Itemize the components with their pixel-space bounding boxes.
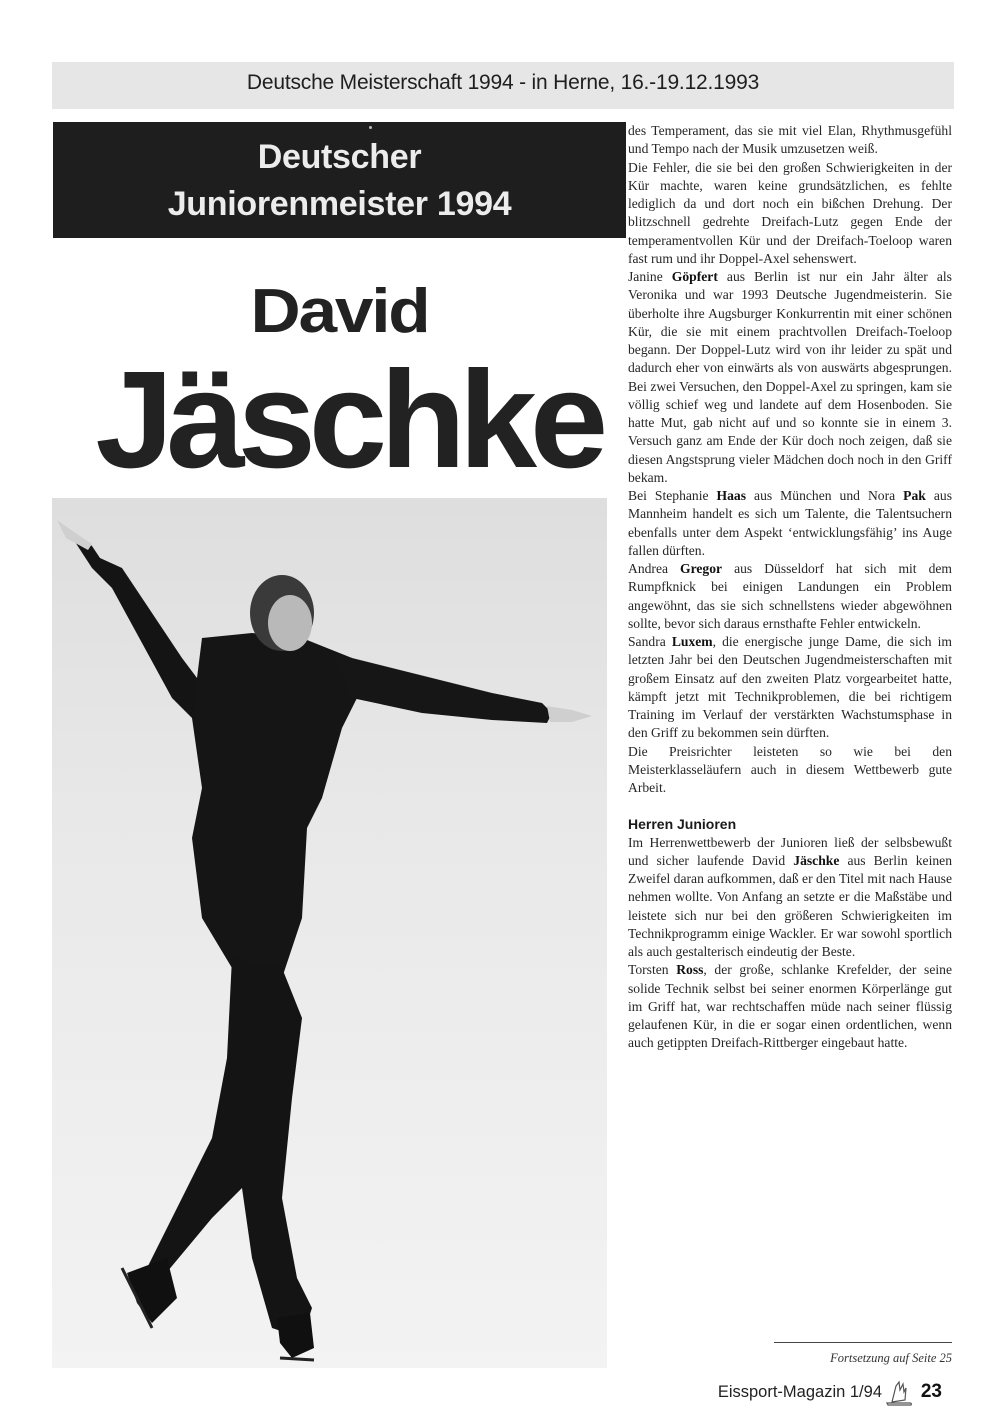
article-paragraph: Bei Stephanie Haas aus München und Nora Pak aus Mannheim handelt es sich um Talente, die Talentsuchern ebenfalls unter dem Aspekt ‘entwicklungsfähig’ ins Auge fallen dürften. bbox=[628, 488, 952, 558]
article-paragraph: des Temperament, das sie mit viel Elan, Rhythmusgefühl und Tempo nach der Musik umzusetzen weiß. bbox=[628, 123, 952, 157]
athlete-first-name: David bbox=[250, 277, 429, 346]
section-subheading: Herren Junioren bbox=[628, 816, 737, 833]
skater-name: Gregor bbox=[680, 561, 723, 576]
skater-name: Haas bbox=[716, 488, 747, 503]
article-paragraph: Im Herrenwettbewerb der Junioren ließ der selbsbewußt und sicher laufende David Jäschke aus Berlin keinen Zweifel daran aufkommen, daß er den Titel mit nach Hause nehmen wollte. Von Anfang an setzte er die Maßstäbe und leistete sich nur bei den größeren Schwierigkeiten im Technikprogramm einige Wackler. Er war sowohl sportlich als auch gestalterisch eindeutig der Beste. bbox=[628, 834, 952, 959]
skater-name: Göpfert bbox=[671, 269, 718, 284]
article-paragraph: Torsten Ross, der große, schlanke Krefelder, der seine solide Technik selbst bei seiner enormen Körperlänge gut im Griff hat, war rechtschaffen müde nach seiner flüssig gelaufenen Kür, in die er sogar einen ordentlichen, wenn auch getippten Dreifach-Rittberger eingebaut hatte. bbox=[628, 962, 952, 1051]
title-line-2: Juniorenmeister 1994 bbox=[167, 185, 512, 223]
continued-note[interactable]: Fortsetzung auf Seite 25 bbox=[830, 1351, 952, 1365]
event-header: Deutsche Meisterschaft 1994 - in Herne, 16.-19.12.1993 bbox=[246, 71, 760, 94]
article-paragraph: Janine Göpfert aus Berlin ist nur ein Jahr älter als Veronika und war 1993 Deutsche Jugendmeisterin. Sie überholte ihre Augsburger Konkurrentin mit einer schönen Kür, die sie mit einem prachtvollen Dreifach-Toeloop begann. Der Doppel-Lutz wird von ihr leider zu spät und dadurch eher von einwärts als von auswärts abgesprungen. Bei zwei Versuchen, den Doppel-Axel zu springen, kam sie völlig schief weg und landete auf dem Hosenboden. Sie hatte Mut, gab nicht auf und so konnte sie in einem 3. Versuch ganz am Ende der Kür doch noch zeigen, daß sie diesen Angstsprung vieler Mädchen doch noch in den Griff bekam. bbox=[628, 269, 952, 485]
skater-name: Pak bbox=[903, 488, 926, 503]
article-paragraph: Die Fehler, die sie bei den großen Schwierigkeiten in der Kür machte, waren keine grundsätzlichen, es fehlte lediglich da und dort noch ein bißchen Drehung. Der blitzschnell gedrehte Dreifach-Lutz gegen Ende der temperamentvollen Kür und der Dreifach-Toeloop waren fast rum und ihr Doppel-Axel sehenswert. bbox=[628, 159, 952, 266]
article-paragraph: Die Preisrichter leisteten so wie bei den Meisterklasseläufern auch in diesem Wettbewerb gute Arbeit. bbox=[628, 743, 952, 795]
skater-name: Ross bbox=[676, 962, 704, 978]
title-line-1: Deutscher bbox=[257, 138, 422, 176]
skater-name: Jäschke bbox=[793, 852, 840, 868]
article-paragraph: Sandra Luxem, die energische junge Dame, die sich im letzten Jahr bei den Deutschen Jugendmeisterschaften mit großem Einsatz auf den zweiten Platz vorgearbeitet hatte, kämpft jetzt mit Technikproblemen, die bei richtigem Training im Verlauf der verstärkten Wachstumsphase in den Griff zu bekommen sein dürften. bbox=[628, 634, 952, 741]
article-column bbox=[628, 122, 952, 1053]
title-box bbox=[53, 122, 626, 238]
event-header-band bbox=[52, 62, 954, 109]
print-speck bbox=[369, 126, 372, 129]
magazine-issue: Eissport-Magazin 1/94 bbox=[717, 1383, 882, 1401]
skater-name: Luxem bbox=[671, 634, 713, 649]
continuation-rule bbox=[774, 1342, 952, 1343]
skater-silhouette-icon bbox=[52, 498, 607, 1368]
article-paragraph: Andrea Gregor aus Düsseldorf hat sich mit dem Rumpfknick bei einigen Landungen ein Problem angewöhnt, das sie sich schnellstens wieder abgewöhnen sollte, bevor sich daraus ernsthafte Fehler entwickeln. bbox=[628, 561, 952, 631]
figure-skater-photo bbox=[52, 498, 607, 1368]
athlete-last-name: Jäschke bbox=[95, 343, 602, 497]
skate-wings-logo-icon bbox=[884, 1378, 914, 1408]
page-number: 23 bbox=[920, 1381, 942, 1402]
